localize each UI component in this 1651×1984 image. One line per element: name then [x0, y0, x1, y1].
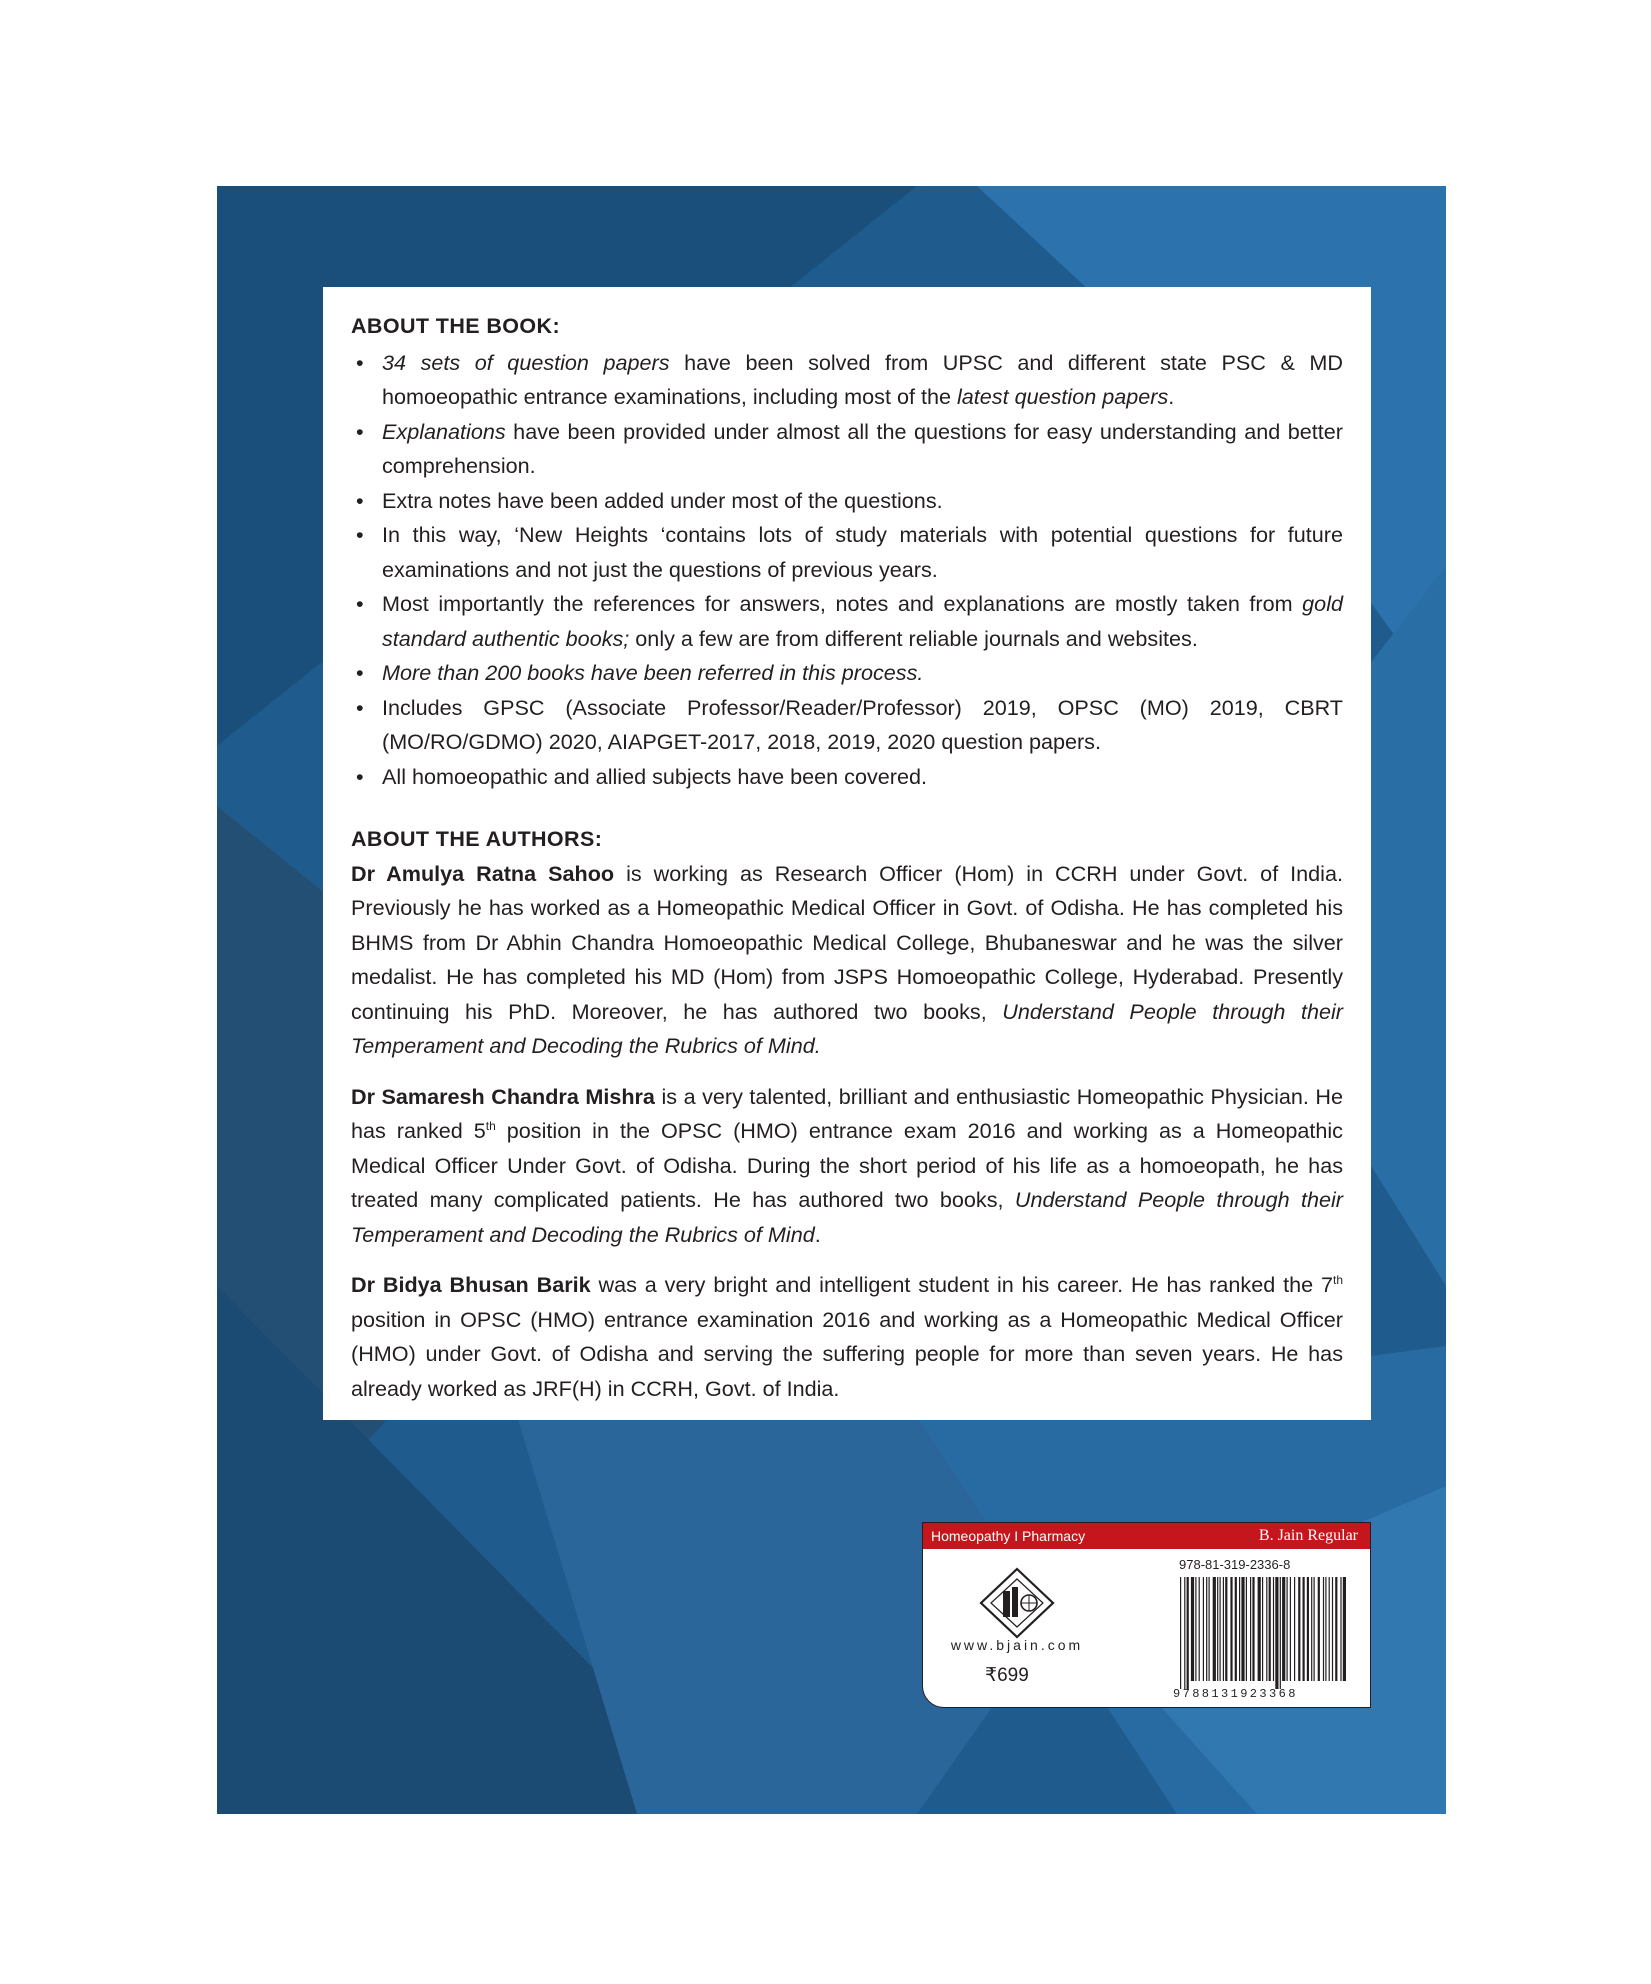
- barcode-bar: [1290, 1577, 1291, 1681]
- barcode-bar: [1311, 1577, 1312, 1681]
- barcode-bar: [1195, 1577, 1196, 1681]
- website-text: www.bjain.com: [950, 1637, 1084, 1653]
- bullet-icon: •: [356, 591, 364, 616]
- author-bio-paragraph: [351, 1268, 1343, 1406]
- barcode-bar: [1230, 1577, 1232, 1681]
- barcode-bar: [1280, 1577, 1281, 1689]
- barcode-bar: [1187, 1577, 1189, 1689]
- bullet-icon: •: [356, 487, 364, 513]
- barcode-bar: [1209, 1577, 1210, 1681]
- bullet-icon: •: [356, 418, 364, 444]
- series-text: B. Jain Regular: [1258, 1527, 1358, 1544]
- barcode-bar: [1213, 1577, 1216, 1681]
- bjain-logo-icon: [979, 1567, 1055, 1639]
- barcode-bar: [1335, 1577, 1337, 1681]
- barcode-digits: 9788131923368: [1173, 1687, 1298, 1701]
- about-book-heading: ABOUT THE BOOK:: [351, 314, 561, 338]
- text-run: position in the OPSC (HMO) entrance exam 2016 and working as a Homeopathic Medical Officer Under Govt. of Odisha. During the short period of his life as a homoeopath, he has treated many complicated patients. He has authored two books,: [351, 1118, 1343, 1212]
- barcode-bar: [1258, 1577, 1261, 1681]
- text-run: Understand People through their Temperament and Decoding the Rubrics of Mind.: [351, 998, 1343, 1058]
- text-run: is working as Research Officer (Hom) in CCRH under Govt. of India. Previously he has worked as a Homeopathic Medical Officer in Govt. of Odisha. He has completed his BHMS from Dr Abhin Chandra Homoeopathic Medical College, Bhubaneswar and he was the silver medalist. He has completed his MD (Hom) from JSPS Homoeopathic College, Hyderabad. Presently continuing his PhD. Moreover, he has authored two books,: [351, 860, 1343, 1024]
- barcode-bar: [1199, 1577, 1200, 1681]
- author-bio-paragraph: [351, 857, 1343, 1064]
- text-run: Most importantly the references for answers, notes and explanations are mostly taken from: [382, 591, 1303, 616]
- barcode-bar: [1180, 1577, 1181, 1689]
- barcode-bar: [1269, 1577, 1271, 1681]
- bullet-icon: •: [356, 522, 364, 547]
- text-run: position in OPSC (HMO) entrance examination 2016 and working as a Homeopathic Medical Officer (HMO) under Govt. of Odisha and serving the suffering people for more than seven years. He has already worked as JRF(H) in CCRH, Govt. of India.: [351, 1306, 1343, 1401]
- category-text: Homeopathy I Pharmacy: [931, 1528, 1086, 1544]
- text-run: th: [485, 1118, 496, 1133]
- barcode-bar: [1318, 1577, 1320, 1681]
- barcode-bar: [1325, 1577, 1326, 1681]
- about-authors-heading: ABOUT THE AUTHORS:: [351, 827, 603, 851]
- barcode-bar: [1282, 1577, 1285, 1681]
- barcode-bar: [1223, 1577, 1224, 1681]
- text-run: Dr Samaresh Chandra Mishra: [351, 1083, 655, 1109]
- barcode-bar: [1250, 1577, 1251, 1681]
- barcode-bar: [1307, 1577, 1309, 1681]
- barcode-bar: [1239, 1577, 1240, 1681]
- text-run: only a few are from different reliable journals and websites.: [629, 625, 1198, 651]
- barcode-bar: [1266, 1577, 1267, 1681]
- text-run: 34 sets of question papers: [382, 349, 670, 375]
- barcode-bar: [1303, 1577, 1305, 1681]
- text-run: have been provided under almost all the questions for easy understanding and better comprehension.: [382, 418, 1343, 478]
- about-authors-section: [351, 857, 1343, 1407]
- text-run: .: [1168, 384, 1175, 409]
- barcode-bar: [1246, 1577, 1247, 1681]
- text-run: Dr Amulya Ratna Sahoo: [351, 860, 615, 886]
- barcode-bar: [1191, 1577, 1194, 1681]
- text-run: was a very bright and intelligent student in his career. He has ranked the 7: [590, 1272, 1333, 1297]
- back-cover: [217, 186, 1446, 1814]
- book-bullet-item: [351, 346, 1343, 415]
- text-run: is a very talented, brilliant and enthusiastic Homeopathic Physician. He has ranked 5: [351, 1083, 1343, 1143]
- barcode-bar: [1343, 1577, 1346, 1681]
- barcode-bar: [1241, 1577, 1244, 1681]
- text-run: have been solved from UPSC and different state PSC & MD homoeopathic entrance examinations, including most of the: [382, 349, 1343, 409]
- book-bullet-item: [351, 656, 1343, 691]
- barcode-bar: [1235, 1577, 1237, 1681]
- text-run: All homoeopathic and allied subjects have been covered.: [382, 763, 927, 789]
- book-bullet-item: [351, 760, 1343, 795]
- barcode-bar: [1262, 1577, 1263, 1681]
- text-run: In this way, ‘New Heights ‘contains lots of study materials with potential questions for future examinations and not just the questions of previous years.: [382, 522, 1343, 582]
- publisher-label: [922, 1522, 1371, 1708]
- price-text: ₹699: [985, 1665, 1029, 1686]
- about-book-list: [351, 346, 1343, 795]
- text-run: Dr Bidya Bhusan Barik: [351, 1272, 591, 1297]
- bullet-icon: •: [356, 349, 364, 375]
- barcode-bar: [1332, 1577, 1333, 1681]
- book-bullet-item: [351, 484, 1343, 519]
- text-run: Extra notes have been added under most of the questions.: [382, 487, 943, 513]
- barcode-bar: [1340, 1577, 1341, 1681]
- label-bar: [923, 1523, 1370, 1549]
- text-run: gold standard authentic books;: [382, 591, 1343, 651]
- barcode-bar: [1220, 1577, 1221, 1681]
- book-bullet-item: [351, 691, 1343, 760]
- barcode-bar: [1275, 1577, 1278, 1689]
- bullet-icon: •: [356, 660, 364, 685]
- isbn-text: 978-81-319-2336-8: [1179, 1557, 1291, 1572]
- text-run: Understand People through their Temperament and Decoding the Rubrics of Mind: [351, 1187, 1343, 1247]
- barcode-bar: [1294, 1577, 1295, 1681]
- author-bio-paragraph: [351, 1080, 1343, 1253]
- text-run: th: [1333, 1272, 1344, 1287]
- book-bullet-item: [351, 518, 1343, 587]
- barcode-bar: [1329, 1577, 1330, 1681]
- barcode-bar: [1323, 1577, 1324, 1681]
- barcode-bar: [1203, 1577, 1204, 1681]
- barcode-bar: [1252, 1577, 1254, 1681]
- text-panel: [323, 287, 1371, 1420]
- text-run: Includes GPSC (Associate Professor/Reader/Professor) 2019, OPSC (MO) 2019, CBRT (MO/RO/GDMO) 2020, AIAPGET-2017, 2018, 2019, 2020 question papers.: [382, 694, 1343, 754]
- barcode-bar: [1287, 1577, 1288, 1681]
- barcode-bar: [1273, 1577, 1274, 1681]
- barcode-bar: [1298, 1577, 1300, 1681]
- book-bullet-item: [351, 587, 1343, 656]
- barcode-bar: [1314, 1577, 1315, 1681]
- barcode-bar: [1184, 1577, 1185, 1689]
- barcode-bar: [1217, 1577, 1218, 1681]
- barcode-bar: [1206, 1577, 1207, 1681]
- text-run: Explanations: [382, 418, 506, 444]
- barcode-icon: [1178, 1577, 1350, 1689]
- barcode-bar: [1225, 1577, 1227, 1681]
- bullet-icon: •: [356, 694, 364, 720]
- text-run: .: [814, 1221, 821, 1247]
- bullet-icon: •: [356, 763, 364, 789]
- text-run: More than 200 books have been referred in this process.: [382, 660, 924, 685]
- text-run: latest question papers: [956, 384, 1169, 409]
- book-bullet-item: [351, 415, 1343, 484]
